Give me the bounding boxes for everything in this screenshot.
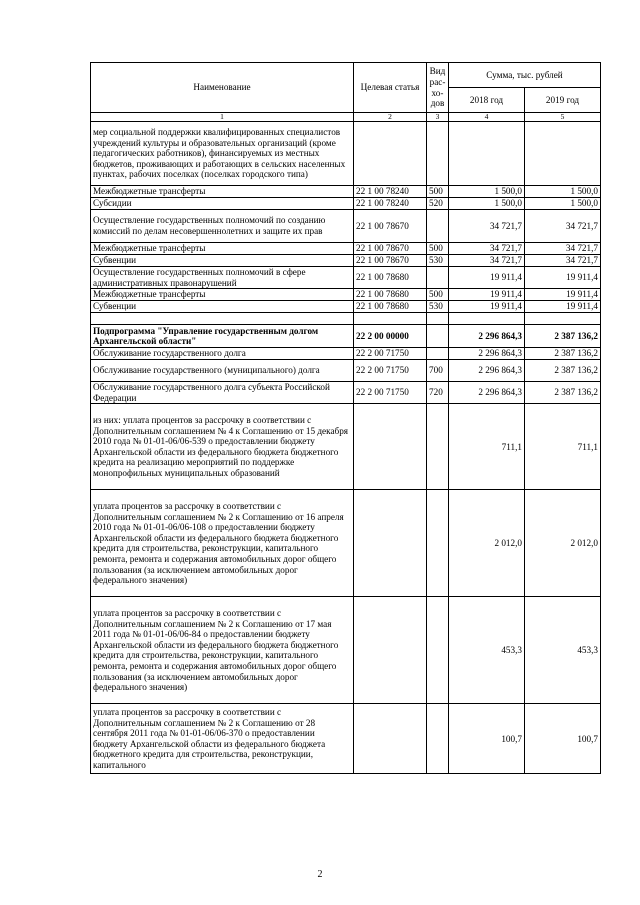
row-value-2019: 2 387 136,2 — [525, 348, 601, 360]
table-row — [91, 490, 601, 597]
row-name: Субвенции — [91, 301, 354, 313]
row-name: мер социальной поддержки квалифицированных специалистов учреждений культуры и образовательных организаций (кроме педагогических работников), финансируемых из местных бюджетов, проживающих и работающих в сельских населенных пунктах, рабочих поселках (поселках городского типа) — [91, 122, 354, 186]
header-target-article: Целевая статья — [354, 63, 427, 113]
row-value-2018: 1 500,0 — [449, 198, 525, 210]
row-value-2018: 34 721,7 — [449, 210, 525, 243]
row-code: 22 2 00 71750 — [354, 348, 427, 360]
row-value-2018: 19 911,4 — [449, 289, 525, 301]
row-value-2018: 711,1 — [449, 404, 525, 490]
row-name: Обслуживание государственного долга субъекта Российской Федерации — [91, 382, 354, 404]
row-value-2018: 19 911,4 — [449, 267, 525, 289]
row-value-2018: 34 721,7 — [449, 243, 525, 255]
row-value-2018: 2 296 864,3 — [449, 348, 525, 360]
row-expense-type — [427, 704, 449, 774]
row-name: Обслуживание государственного долга — [91, 348, 354, 360]
header-year-2019: 2019 год — [525, 88, 601, 113]
column-index: 3 — [427, 113, 449, 122]
row-value-2019: 19 911,4 — [525, 289, 601, 301]
row-value-2019: 34 721,7 — [525, 243, 601, 255]
row-name: Межбюджетные трансферты — [91, 186, 354, 198]
spacer-cell — [525, 313, 601, 325]
spacer-row — [91, 313, 601, 325]
row-name: Осуществление государственных полномочий в сфере административных правонарушений — [91, 267, 354, 289]
row-name: Субсидии — [91, 198, 354, 210]
table-row — [91, 267, 601, 289]
table-row — [91, 210, 601, 243]
row-code — [354, 122, 427, 186]
header-expense-type-line: дов — [430, 98, 445, 109]
spacer-cell — [354, 313, 427, 325]
subprogram-row — [91, 325, 601, 348]
row-value-2019: 34 721,7 — [525, 210, 601, 243]
row-code: 22 1 00 78670 — [354, 255, 427, 267]
row-value-2019: 100,7 — [525, 704, 601, 774]
table-row — [91, 597, 601, 704]
row-code: 22 1 00 78240 — [354, 198, 427, 210]
row-value-2018 — [449, 122, 525, 186]
table-row — [91, 360, 601, 382]
spacer-cell — [427, 313, 449, 325]
row-code: 22 2 00 71750 — [354, 360, 427, 382]
row-code: 22 1 00 78680 — [354, 289, 427, 301]
table-row — [91, 289, 601, 301]
column-index: 5 — [525, 113, 601, 122]
row-name: Межбюджетные трансферты — [91, 289, 354, 301]
row-value-2018: 2 296 864,3 — [449, 360, 525, 382]
table-row — [91, 186, 601, 198]
row-value-2019: 2 387 136,2 — [525, 325, 601, 348]
row-value-2019: 2 387 136,2 — [525, 382, 601, 404]
table-row — [91, 122, 601, 186]
row-value-2019 — [525, 122, 601, 186]
row-name: Осуществление государственных полномочий по созданию комиссий по делам несовершеннолетних и защите их прав — [91, 210, 354, 243]
row-value-2019: 2 387 136,2 — [525, 360, 601, 382]
row-expense-type: 500 — [427, 186, 449, 198]
row-value-2019: 19 911,4 — [525, 267, 601, 289]
row-value-2018: 1 500,0 — [449, 186, 525, 198]
row-value-2019: 34 721,7 — [525, 255, 601, 267]
spacer-cell — [91, 313, 354, 325]
row-name: уплата процентов за рассрочку в соответствии с Дополнительным соглашением № 2 к Соглашению от 16 апреля 2010 года № 01-01-06/06-108 о предоставлении бюджету Архангельской области из федерального бюджета бюджетного кредита для строительства, реконструкции, капитального ремонта, ремонта и содержания автомобильных дорог общего пользования (за исключением автомобильных дорог федерального значения) — [91, 490, 354, 597]
row-value-2018: 453,3 — [449, 597, 525, 704]
row-expense-type: 720 — [427, 382, 449, 404]
row-value-2018: 2 296 864,3 — [449, 382, 525, 404]
row-expense-type: 700 — [427, 360, 449, 382]
row-expense-type — [427, 404, 449, 490]
row-expense-type — [427, 597, 449, 704]
row-name: уплата процентов за рассрочку в соответствии с Дополнительным соглашением № 2 к Соглашению от 28 сентября 2011 года № 01-01-06/06-370 о предоставлении бюджету Архангельской области из федерального бюджета бюджетного кредита для строительства, реконструкции, капитального — [91, 704, 354, 774]
column-index: 1 — [91, 113, 354, 122]
table-row — [91, 404, 601, 490]
row-expense-type: 500 — [427, 289, 449, 301]
table-row — [91, 704, 601, 774]
row-value-2018: 100,7 — [449, 704, 525, 774]
row-name: Подпрограмма "Управление государственным долгом Архангельской области" — [91, 325, 354, 348]
row-expense-type: 530 — [427, 301, 449, 313]
row-name: Обслуживание государственного (муниципального) долга — [91, 360, 354, 382]
row-value-2019: 711,1 — [525, 404, 601, 490]
row-expense-type: 530 — [427, 255, 449, 267]
row-name: Межбюджетные трансферты — [91, 243, 354, 255]
row-name: Субвенции — [91, 255, 354, 267]
row-value-2019: 1 500,0 — [525, 198, 601, 210]
row-expense-type: 500 — [427, 243, 449, 255]
row-code — [354, 404, 427, 490]
row-value-2018: 2 296 864,3 — [449, 325, 525, 348]
header-expense-type — [427, 63, 449, 113]
row-value-2018: 2 012,0 — [449, 490, 525, 597]
header-expense-type-line: Вид — [429, 66, 446, 77]
table-row — [91, 243, 601, 255]
row-value-2019: 1 500,0 — [525, 186, 601, 198]
header-year-2018: 2018 год — [449, 88, 525, 113]
row-expense-type — [427, 325, 449, 348]
row-code: 22 1 00 78240 — [354, 186, 427, 198]
header-expense-type-line: рас- — [429, 76, 446, 87]
budget-table — [90, 62, 601, 774]
header-sum: Сумма, тыс. рублей — [449, 63, 601, 88]
row-value-2019: 2 012,0 — [525, 490, 601, 597]
row-code: 22 1 00 78670 — [354, 210, 427, 243]
row-name: из них: уплата процентов за рассрочку в соответствии с Дополнительным соглашением № 4 к Соглашению от 15 декабря 2010 года № 01-01-06/06-539 о предоставлении бюджету Архангельской области из федерального бюджета бюджетного кредита на реализацию мероприятий по поддержке монопрофильных муниципальных образований — [91, 404, 354, 490]
row-code: 22 1 00 78680 — [354, 301, 427, 313]
row-value-2018: 19 911,4 — [449, 301, 525, 313]
row-name: уплата процентов за рассрочку в соответствии с Дополнительным соглашением № 2 к Соглашению от 17 мая 2011 года № 01-01-06/06-84 о предоставлении бюджету Архангельской области из федерального бюджета бюджетного кредита для строительства, реконструкции, капитального ремонта, ремонта и содержания автомобильных дорог общего пользования (за исключением автомобильных дорог федерального значения) — [91, 597, 354, 704]
row-expense-type — [427, 210, 449, 243]
row-expense-type — [427, 348, 449, 360]
row-value-2018: 34 721,7 — [449, 255, 525, 267]
row-value-2019: 19 911,4 — [525, 301, 601, 313]
column-index: 2 — [354, 113, 427, 122]
row-code — [354, 490, 427, 597]
row-code: 22 1 00 78680 — [354, 267, 427, 289]
table-row — [91, 198, 601, 210]
row-expense-type — [427, 490, 449, 597]
spacer-cell — [449, 313, 525, 325]
page-number: 2 — [317, 869, 323, 880]
row-code — [354, 597, 427, 704]
header-expense-type-line: хо- — [431, 87, 444, 98]
row-code: 22 1 00 78670 — [354, 243, 427, 255]
row-value-2019: 453,3 — [525, 597, 601, 704]
header-name: Наименование — [91, 63, 354, 113]
table-row — [91, 348, 601, 360]
row-expense-type — [427, 122, 449, 186]
table-row — [91, 382, 601, 404]
row-expense-type — [427, 267, 449, 289]
row-code: 22 2 00 71750 — [354, 382, 427, 404]
table-row — [91, 301, 601, 313]
row-code: 22 2 00 00000 — [354, 325, 427, 348]
table-row — [91, 255, 601, 267]
row-expense-type: 520 — [427, 198, 449, 210]
column-index: 4 — [449, 113, 525, 122]
row-code — [354, 704, 427, 774]
